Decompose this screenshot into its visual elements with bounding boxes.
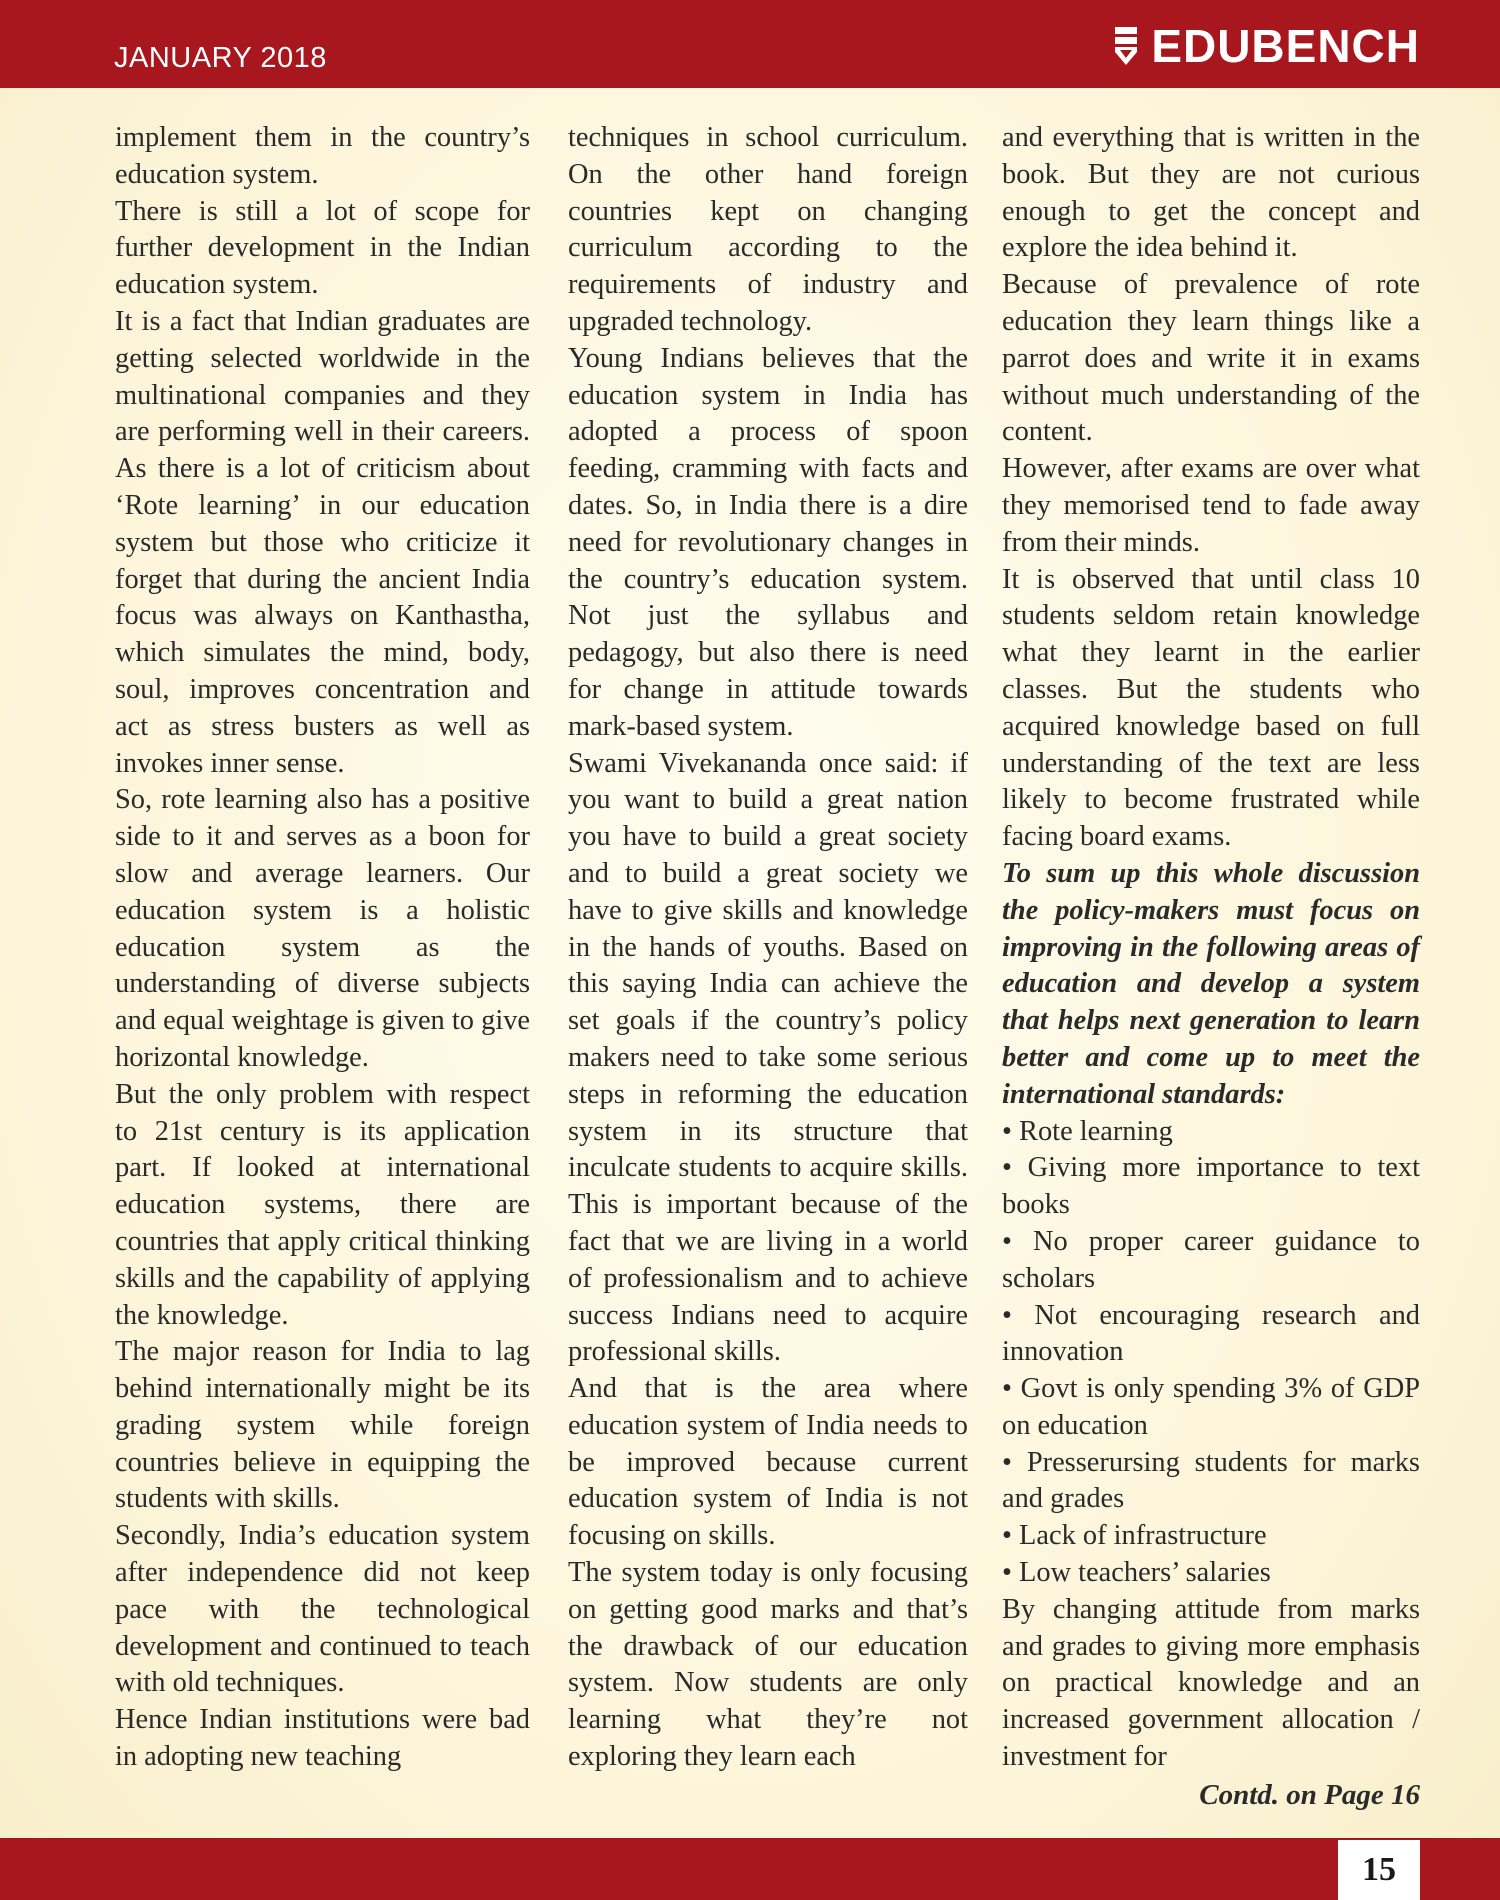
list-item: • Giving more importance to text books	[1002, 1150, 1420, 1224]
list-item: • Low teachers’ salaries	[1002, 1555, 1420, 1592]
paragraph: And that is the area where education system of India needs to be improved because current education system of India is not focusing on skills.	[568, 1373, 968, 1552]
article-column-2	[568, 120, 968, 1820]
paragraph: The system today is only focusing on getting good marks and that’s the drawback of our education system. Now students are only learning what they’re not exploring they learn each	[568, 1557, 968, 1773]
paragraph: So, rote learning also has a positive side to it and serves as a boon for slow and average learners. Our education system is a holistic education system as the understanding of diverse subjects and equal weightage is given to give horizontal knowledge.	[115, 784, 530, 1073]
footer-band	[0, 1838, 1500, 1900]
paragraph: Secondly, India’s education system after independence did not keep pace with the technological development and continued to teach with old techniques.	[115, 1520, 530, 1699]
paragraph: But the only problem with respect to 21st century is its application part. If looked at international education systems, there are countries that apply critical thinking skills and the capability of applying the knowledge.	[115, 1078, 530, 1331]
paragraph: techniques in school curriculum. On the other hand foreign countries kept on changing curriculum according to the requirements of industry and upgraded technology.	[568, 122, 968, 337]
list-item: • Lack of infrastructure	[1002, 1518, 1420, 1555]
brand-name: EDUBENCH	[1151, 20, 1420, 72]
paragraph: Hence Indian institutions were bad in adopting new teaching	[115, 1704, 530, 1773]
article-column-3	[1002, 120, 1420, 1820]
paragraph: implement them in the country’s education system.	[115, 122, 530, 190]
paragraph: It is a fact that Indian graduates are getting selected worldwide in the multinational companies and they are performing well in their careers. As there is a lot of criticism about ‘Rote learning’ in our education system but those who criticize it forget that during the ancient India focus was always on Kanthastha, which simulates the mind, body, soul, improves concentration and act as stress busters as well as invokes inner sense.	[115, 305, 530, 779]
brand	[1111, 20, 1420, 72]
paragraph: Because of prevalence of rote education they learn things like a parrot does and write it in exams without much understanding of the content.	[1002, 269, 1420, 448]
shield-logo-icon	[1111, 24, 1141, 68]
list-item: • Presserursing students for marks and grades	[1002, 1445, 1420, 1519]
paragraph: Young Indians believes that the education system in India has adopted a process of spoon feeding, cramming with facts and dates. So, in India there is a dire need for revolutionary changes in the country’s education system. Not just the syllabus and pedagogy, but also there is need for change in attitude towards mark-based system.	[568, 342, 968, 742]
improvement-list	[1002, 1114, 1420, 1592]
list-item: • Rote learning	[1002, 1114, 1420, 1151]
paragraph: By changing attitude from marks and grades to giving more emphasis on practical knowledge and an increased government allocation / investment for	[1002, 1593, 1420, 1773]
article-column-1	[115, 120, 530, 1820]
list-item: • Not encouraging research and innovation	[1002, 1298, 1420, 1372]
list-item: • Govt is only spending 3% of GDP on education	[1002, 1371, 1420, 1445]
list-item: • No proper career guidance to scholars	[1002, 1224, 1420, 1298]
summary-emphasis: To sum up this whole discussion the policy-makers must focus on improving in the following areas of education and develop a system that helps next generation to learn better and come up to meet the international standards:	[1002, 857, 1420, 1110]
paragraph: There is still a lot of scope for further development in the Indian education system.	[115, 195, 530, 301]
paragraph: The major reason for India to lag behind internationally might be its grading system while foreign countries believe in equipping the students with skills.	[115, 1336, 530, 1515]
issue-date: JANUARY 2018	[114, 42, 327, 74]
paragraph: It is observed that until class 10 students seldom retain knowledge what they learnt in the earlier classes. But the students who acquired knowledge based on full understanding of the text are less likely to become frustrated while facing board exams.	[1002, 563, 1420, 853]
continued-note: Contd. on Page 16	[1199, 1779, 1420, 1811]
page-number-box	[1338, 1840, 1420, 1900]
paragraph: Swami Vivekananda once said: if you want to build a great nation you have to build a great society and to build a great society we have to give skills and knowledge in the hands of youths. Based on this saying India can achieve the set goals if the country’s policy makers need to take some serious steps in reforming the education system in its structure that inculcate students to acquire skills. This is important because of the fact that we are living in a world of professionalism and to achieve success Indians need to acquire professional skills.	[568, 747, 968, 1368]
page-number: 15	[1362, 1851, 1396, 1888]
paragraph: However, after exams are over what they memorised tend to fade away from their minds.	[1002, 453, 1420, 558]
paragraph: and everything that is written in the book. But they are not curious enough to get the concept and explore the idea behind it.	[1002, 122, 1420, 264]
